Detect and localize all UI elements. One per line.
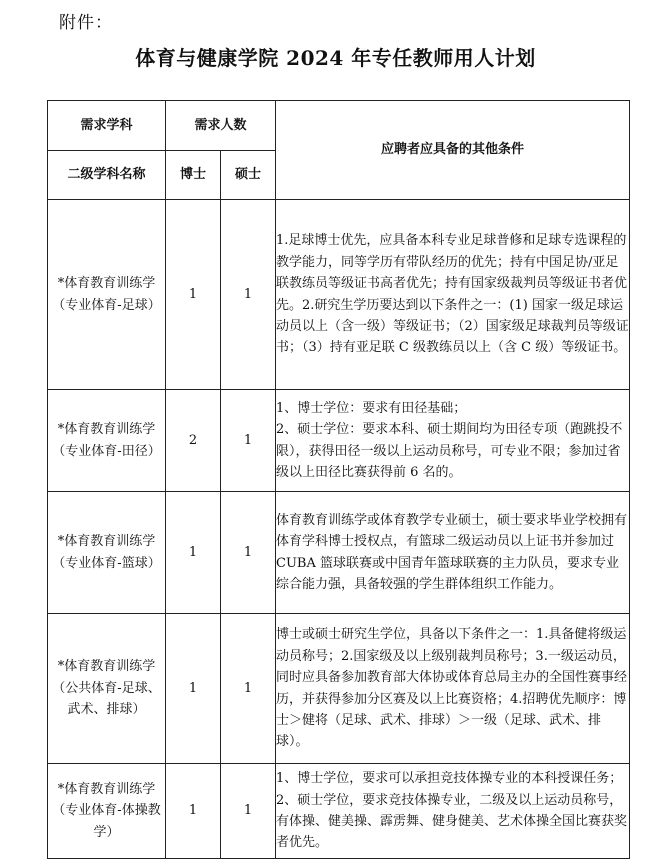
phd-count-cell: 1 <box>166 492 221 614</box>
header-subject-name: 二级学科名称 <box>48 151 166 200</box>
table-row <box>48 390 630 492</box>
header-row-top <box>48 101 630 151</box>
phd-count-cell: 1 <box>166 614 221 764</box>
subject-cell: *体育教育训练学（公共体育-足球、武术、排球） <box>48 614 166 764</box>
header-count-group: 需求人数 <box>166 101 276 151</box>
subject-cell: *体育教育训练学（专业体育-田径） <box>48 390 166 492</box>
phd-count-cell: 2 <box>166 390 221 492</box>
master-count-cell: 1 <box>221 492 276 614</box>
subject-cell: *体育教育训练学（专业体育-足球） <box>48 200 166 390</box>
header-master: 硕士 <box>221 151 276 200</box>
phd-count-cell: 1 <box>166 764 221 859</box>
conditions-cell: 1、博士学位，要求可以承担竞技体操专业的本科授课任务；2、硕士学位，要求竞技体操专业，二级及以上运动员称号，有体操、健美操、霹雳舞、健身健美、艺术体操全国比赛获奖者优先。 <box>276 764 630 859</box>
table-row <box>48 200 630 390</box>
table-row <box>48 764 630 859</box>
master-count-cell: 1 <box>221 764 276 859</box>
conditions-cell: 1.足球博士优先，应具备本科专业足球普修和足球专选课程的教学能力，同等学历有带队经历的优先；持有中国足协/亚足联教练员等级证书高者优先；持有国家级裁判员等级证书者优先。2.研究生学历要达到以下条件之一：(1) 国家一级足球运动员以上（含一级）等级证书；（2）国家级足球裁判员等级证书；（3）持有亚足联 C 级教练员以上（含 C 级）等级证书。 <box>276 200 630 390</box>
master-count-cell: 1 <box>221 390 276 492</box>
master-count-cell: 1 <box>221 200 276 390</box>
conditions-cell: 1、博士学位：要求有田径基础； 2、硕士学位：要求本科、硕士期间均为田径专项（跑跳投不限），获得田径一级以上运动员称号，可专业不限；参加过省级以上田径比赛获得前 6 名的。 <box>276 390 630 492</box>
master-count-cell: 1 <box>221 614 276 764</box>
subject-cell: *体育教育训练学（专业体育-篮球） <box>48 492 166 614</box>
conditions-cell: 博士或硕士研究生学位，具备以下条件之一：1.具备健将级运动员称号；2.国家级及以上级别裁判员称号；3.一级运动员，同时应具备参加教育部大体协或体育总局主办的全国性赛事经历，并获得参加分区赛及以上比赛资格；4.招聘优先顺序：博士＞健将（足球、武术、排球）＞一级（足球、武术、排球）。 <box>276 614 630 764</box>
page-title: 体育与健康学院 2024 年专任教师用人计划 <box>135 46 536 70</box>
header-conditions: 应聘者应具备的其他条件 <box>276 101 630 200</box>
conditions-cell: 体育教育训练学或体育教学专业硕士，硕士要求毕业学校拥有体育学科博士授权点，有篮球二级运动员以上证书并参加过CUBA 篮球联赛或中国青年篮球联赛的主力队员，要求专业综合能力强，具备较强的学生群体组织工作能力。 <box>276 492 630 614</box>
annex-label: 附件： <box>59 13 113 33</box>
header-phd: 博士 <box>166 151 221 200</box>
header-subject-group: 需求学科 <box>48 101 166 151</box>
hiring-plan-table <box>47 100 630 859</box>
table-row <box>48 492 630 614</box>
subject-cell: *体育教育训练学（专业体育-体操教学） <box>48 764 166 859</box>
table-row <box>48 614 630 764</box>
phd-count-cell: 1 <box>166 200 221 390</box>
